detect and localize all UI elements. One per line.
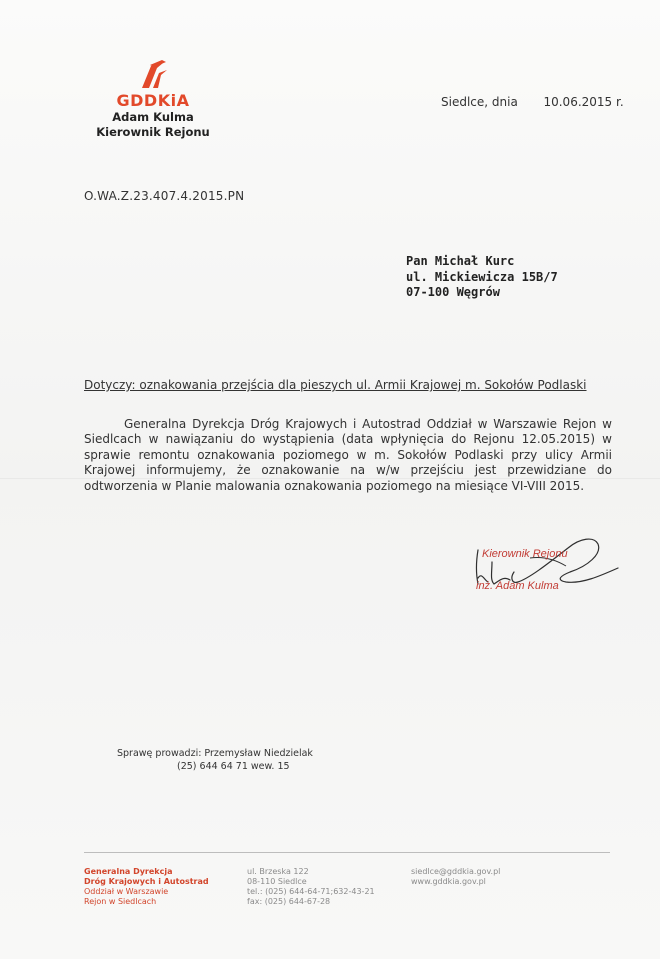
footer-email[interactable]: siedlce@gddkia.gov.pl [411, 867, 501, 876]
sender-title: Kierownik Rejonu [96, 125, 210, 139]
place: Siedlce, dnia [441, 95, 518, 109]
footer-fax: fax: (025) 644-67-28 [247, 897, 331, 906]
subject-line: Dotyczy: oznakowania przejścia dla pieszych ul. Armii Krajowej m. Sokołów Podlaski [84, 378, 587, 392]
logo-text: GDDKiA [116, 91, 190, 110]
footer-address [247, 867, 375, 907]
handler-phone: (25) 644 64 71 wew. 15 [177, 760, 290, 772]
date: 10.06.2015 r. [543, 95, 624, 109]
footer-organization [84, 867, 209, 907]
letter-body: Generalna Dyrekcja Dróg Krajowych i Autostrad Oddział w Warszawie Rejon w Siedlcach w nawiązaniu do wystąpienia (data wpłynięcia do Rejonu 12.05.2015) w sprawie remontu oznakowania poziomego w m. Sokołów Podlaski przy ulicy Armii Krajowej informujemy, że oznakowanie na w/w przejściu jest przewidziane do odtworzenia w Planie malowania oznakowania poziomego na miesiące VI-VIII 2015. [84, 417, 612, 493]
footer-street: ul. Brzeska 122 [247, 867, 309, 876]
gddkia-logo [112, 56, 194, 110]
footer-divider [84, 852, 610, 853]
sender-name: Adam Kulma [112, 110, 194, 124]
recipient-name: Pan Michał Kurc [406, 254, 515, 268]
handler-name: Sprawę prowadzi: Przemysław Niedzielak [117, 748, 313, 759]
footer-website[interactable]: www.gddkia.gov.pl [411, 877, 486, 886]
case-handler [117, 748, 313, 773]
recipient-address [406, 254, 558, 301]
recipient-street: ul. Mickiewicza 15B/7 [406, 269, 558, 284]
place-date [441, 95, 624, 109]
stamp-name: inż. Adam Kulma [476, 580, 559, 592]
footer-org-line: Oddział w Warszawie [84, 887, 169, 896]
footer-org-line: Dróg Krajowych i Autostrad [84, 877, 209, 886]
stamp-role: Kierownik Rejonu [482, 548, 568, 560]
footer-org-line: Rejon w Siedlcach [84, 897, 157, 906]
footer-contact [411, 867, 500, 887]
gddkia-road-icon [136, 56, 170, 90]
footer-city: 08-110 Siedlce [247, 877, 307, 886]
recipient-city: 07-100 Węgrów [406, 285, 500, 299]
footer-phone: tel.: (025) 644-64-71;632-43-21 [247, 887, 375, 896]
footer-org-line: Generalna Dyrekcja [84, 867, 173, 876]
sender-block [88, 110, 218, 140]
reference-number: O.WA.Z.23.407.4.2015.PN [84, 189, 245, 203]
